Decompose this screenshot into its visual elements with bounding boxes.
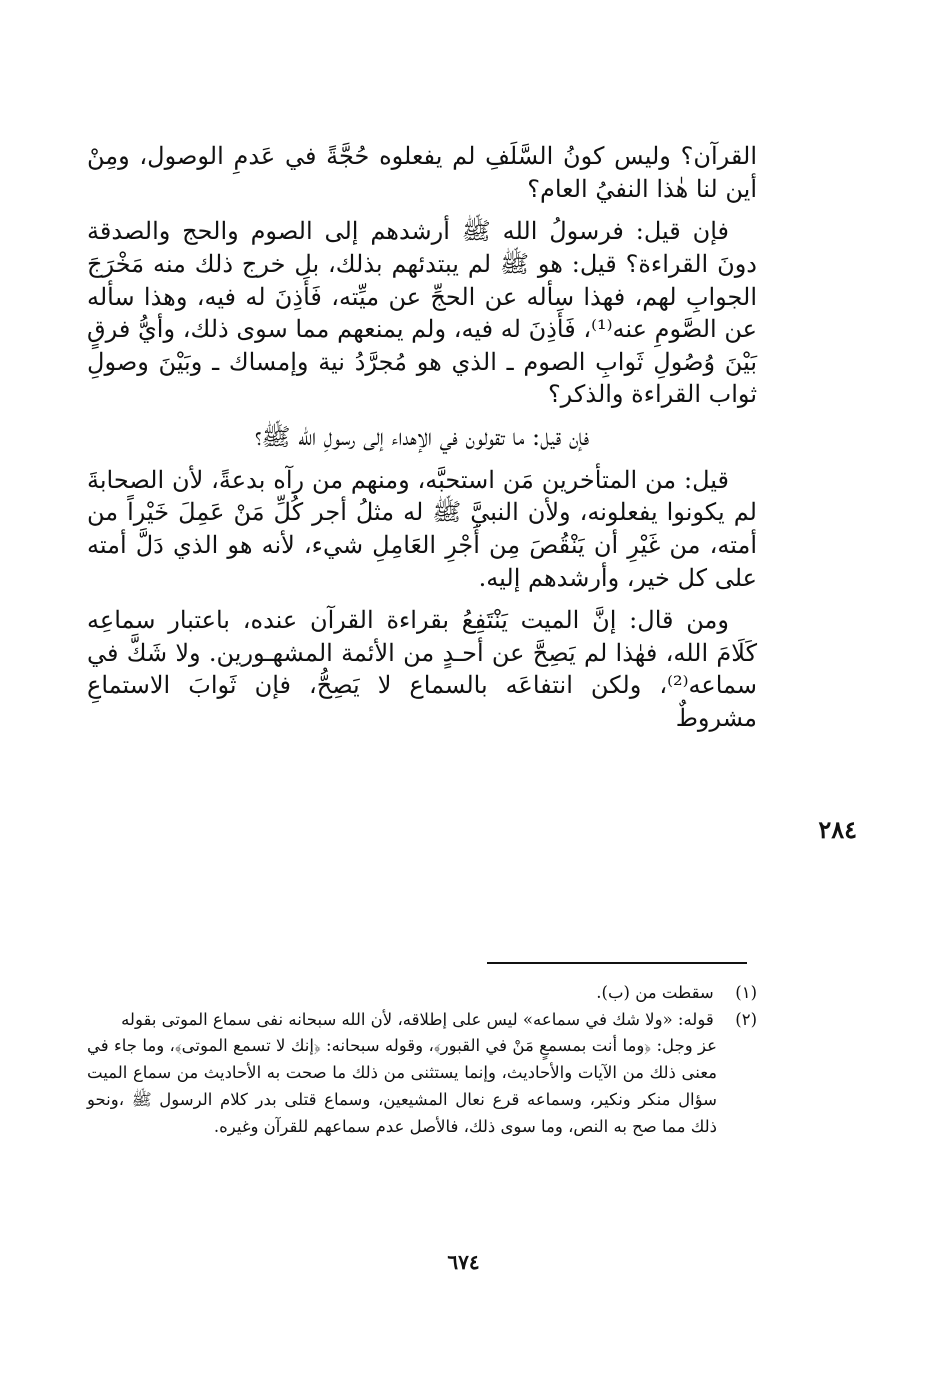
margin-section-number: ٢٨٤ <box>818 815 857 844</box>
main-text-body <box>87 140 757 745</box>
footnote-1 <box>87 980 757 1007</box>
paragraph-3-question: فإن قيل: ما تقولون في الإهداء إلى رسولِ الله ﷺ؟ <box>254 423 590 451</box>
footnote-2-number: (٢) <box>735 1009 757 1029</box>
paragraph-4: قيل: من المتأخرين مَن استحبَّه، ومنهم من رآه بدعةً، لأن الصحابةَ لم يكونوا يفعلونه، ولأن النبيَّ ﷺ له مثلُ أجر كُلِّ مَنْ عَمِلَ خَيْراً من أمته، من غَيْرِ أن يَنْقُصَ مِن أَجْرِ العَامِلِ شيء، لأنه هو الذي دَلَّ أمته على كل خير، وأرشدهم إليه. <box>87 465 757 592</box>
footnote-1-number: (١) <box>735 983 757 1002</box>
footnote-2-text: قوله: «ولا شك في سماعه» ليس على إطلاقه، لأن الله سبحانه نفى سماع الموتى بقوله <box>121 1009 714 1029</box>
paragraph-5: ومن قال: إنَّ الميت يَنْتَفِعُ بقراءة القرآن عنده، باعتبار سماعِه كَلَامَ الله، فهٰذا لم يَصِحَّ عن أحـدٍ من الأئمة المشهـورين. ولا شَكَّ في سماعه⁽²⁾، ولكن انتفاعَه بالسماع لا يَصِحُّ، فإن ثَوابَ الاستماعِ مشروطٌ <box>87 606 757 732</box>
paragraph-1: القرآن؟ وليس كونُ السَّلَفِ لم يفعلوه حُجَّةً في عَدمِ الوصول، ومِنْ أين لنا هٰذا النفيُ العام؟ <box>87 142 757 203</box>
footnote-2-continuation: عز وجل: ﴿وما أنت بمسمعٍ مَنْ في القبور﴾، وقوله سبحانه: ﴿إنك لا تسمع الموتى﴾، وما جاء في معنى ذلك من الآيات والأحاديث، وإنما يستثنى من ذلك ما صحت به الأحاديث من سماع الميت سؤال منكر ونكير، وسماعه قرع نعال المشيعين، وسماع قتلى بدر كلام الرسول ﷺ ،ونحو ذلك مما صح به النص، وما سوى ذلك، فالأصل عدم سماعهم للقرآن وغيره. <box>87 1036 717 1136</box>
footnote-2 <box>87 1007 757 1034</box>
footnote-1-text: سقطت من (ب). <box>596 983 714 1002</box>
page-number: ٦٧٤ <box>447 1250 480 1274</box>
paragraph-2: فإن قيل: فرسولُ الله ﷺ أرشدهم إلى الصوم والحج والصدقة دونَ القراءة؟ قيل: هو ﷺ لم يبتدئهم بذلك، بل خرج ذلك منه مَخْرَجَ الجوابِ لهم، فهذا سأله عن الحجِّ عن ميِّته، فَأَذِنَ له فيه، وهذا سأله عن الصَّومِ عنه⁽¹⁾، فَأَذِنَ له فيه، ولم يمنعهم مما سوى ذلك، وأيُّ فرقٍ بَيْنَ وُصُولِ ثَوابِ الصوم ـ الذي هو مُجرَّدُ نية وإمساك ـ وبَيْنَ وصولِ ثواب القراءة والذكر؟ <box>87 217 757 409</box>
footnotes <box>87 980 757 1140</box>
footnote-divider <box>487 962 747 964</box>
